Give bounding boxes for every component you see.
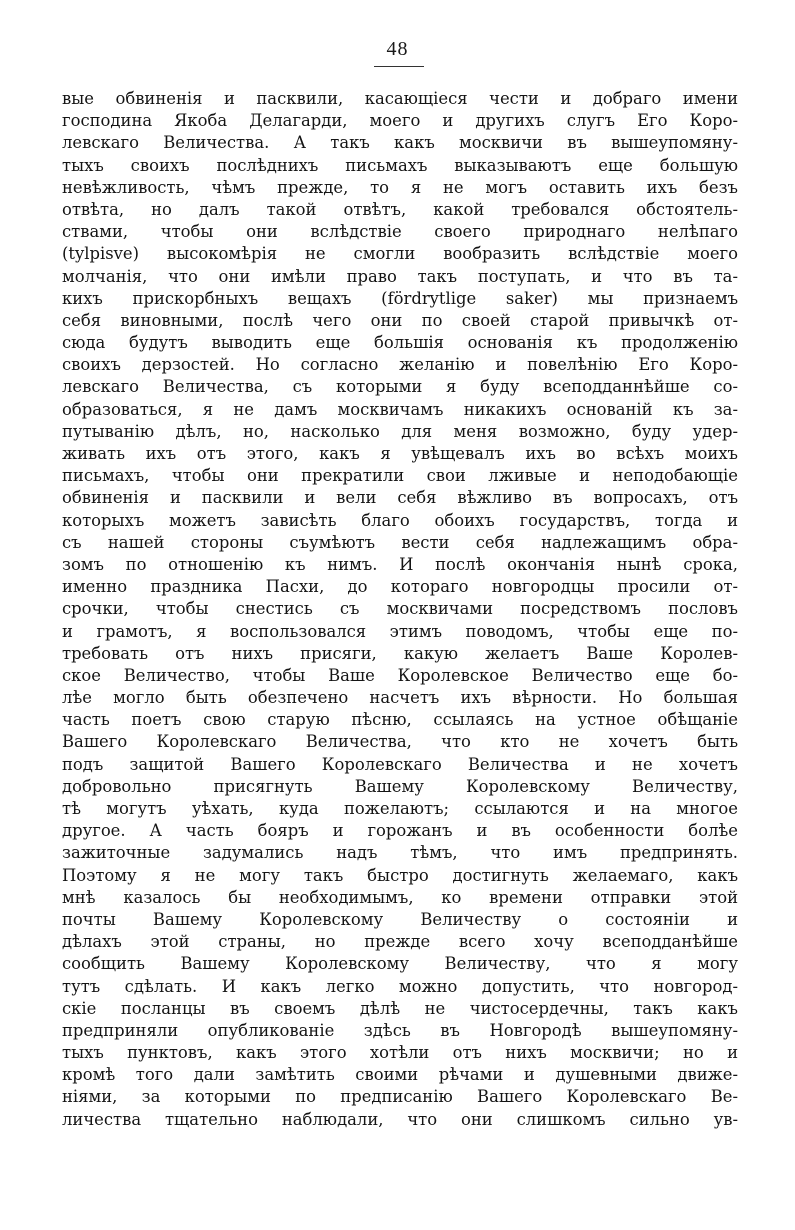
text-line: предприняли опубликованіе здѣсь въ Новгородѣ вышеупомяну- xyxy=(62,1020,738,1040)
text-line: которыхъ можетъ зависѣть благо обоихъ государствъ, тогда и xyxy=(62,510,738,530)
text-line: вые обвиненія и пасквили, касающіеся чести и добраго имени xyxy=(62,89,738,108)
text-line: зомъ по отношенію къ нимъ. И послѣ окончанія нынѣ срока, xyxy=(62,554,738,574)
text-line: тутъ сдѣлать. И какъ легко можно допустить, что новгород- xyxy=(62,976,738,996)
page-number-rule xyxy=(374,66,424,67)
text-line: другое. А часть бояръ и горожанъ и въ особенности болѣе xyxy=(62,821,738,841)
text-line: господина Якоба Делагарди, моего и другихъ слугъ Его Коро- xyxy=(62,111,738,131)
text-line: почты Вашему Королевскому Величеству о состояніи и xyxy=(62,909,738,929)
text-line: Поэтому я не могу такъ быстро достигнуть желаемаго, какъ xyxy=(62,865,738,885)
text-line: лѣе могло быть обезпечено насчетъ ихъ вѣрности. Но большая xyxy=(62,688,738,708)
text-line: именно праздника Пасхи, до котораго новгородцы просили от- xyxy=(62,577,738,597)
text-line: сообщить Вашему Королевскому Величеству, что я могу xyxy=(62,954,738,974)
text-line: путыванію дѣлъ, но, насколько для меня возможно, буду удер- xyxy=(62,421,738,441)
text-line: образоваться, я не дамъ москвичамъ никакихъ основаній къ за- xyxy=(62,399,738,419)
text-line: дѣлахъ этой страны, но прежде всего хочу всеподданѣйше xyxy=(62,932,738,952)
page-number: 48 xyxy=(386,38,409,60)
text-line: зажиточные задумались надъ тѣмъ, что имъ предпринять. xyxy=(62,843,738,863)
text-line: требовать отъ нихъ присяги, какую желаетъ Ваше Королев- xyxy=(62,643,738,663)
text-line: Вашего Королевскаго Величества, что кто не хочетъ быть xyxy=(62,732,738,752)
text-line: ніями, за которыми по предписанію Вашего Королевскаго Ве- xyxy=(62,1087,738,1107)
text-line: кромѣ того дали замѣтить своими рѣчами и душевными движе- xyxy=(62,1065,738,1085)
text-line: левскаго Величества. А такъ какъ москвичи въ вышеупомяну- xyxy=(62,133,738,153)
text-line: личества тщательно наблюдали, что они слишкомъ сильно ув- xyxy=(62,1109,738,1129)
text-line: мнѣ казалось бы необходимымъ, ко времени отправки этой xyxy=(62,887,738,907)
text-line: срочки, чтобы снестись съ москвичами посредствомъ пословъ xyxy=(62,599,738,619)
text-line: тыхъ пунктовъ, какъ этого хотѣли отъ нихъ москвичи; но и xyxy=(62,1043,738,1063)
text-line: невѣжливость, чѣмъ прежде, то я не могъ оставить ихъ безъ xyxy=(62,177,738,197)
text-line: ствами, чтобы они вслѣдствіе своего природнаго нелѣпаго xyxy=(62,222,738,242)
text-line: часть поетъ свою старую пѣсню, ссылаясь на устное обѣщаніе xyxy=(62,710,738,730)
text-line: тѣ могутъ уѣхать, куда пожелаютъ; ссылаются и на многое xyxy=(62,799,738,818)
text-line: молчанія, что они имѣли право такъ поступать, и что въ та- xyxy=(62,266,738,286)
text-line: кихъ прискорбныхъ вещахъ (fördrytlige saker) мы признаемъ xyxy=(62,288,738,308)
text-line: обвиненія и пасквили и вели себя вѣжливо въ вопросахъ, отъ xyxy=(62,488,738,508)
text-line: левскаго Величества, съ которыми я буду всеподданнѣйше со- xyxy=(62,377,738,397)
text-line: скіе посланцы въ своемъ дѣлѣ не чистосердечны, такъ какъ xyxy=(62,998,738,1018)
text-line: добровольно присягнуть Вашему Королевскому Величеству, xyxy=(62,776,738,796)
text-line: сюда будутъ выводить еще большія основанія къ продолженію xyxy=(62,333,738,353)
text-line: подъ защитой Вашего Королевскаго Величества и не хочетъ xyxy=(62,754,738,774)
text-line: живать ихъ отъ этого, какъ я увѣщевалъ ихъ во всѣхъ моихъ xyxy=(62,444,738,463)
body-text xyxy=(62,88,738,1131)
text-line: себя виновными, послѣ чего они по своей старой привычкѣ от- xyxy=(62,310,738,330)
text-line: тыхъ своихъ послѣднихъ письмахъ выказываютъ еще большую xyxy=(62,155,738,175)
text-line: своихъ дерзостей. Но согласно желанію и повелѣнію Его Коро- xyxy=(62,355,738,375)
text-line: письмахъ, чтобы они прекратили свои лживые и неподобающіе xyxy=(62,466,738,486)
text-line: и грамотъ, я воспользовался этимъ поводомъ, чтобы еще по- xyxy=(62,621,738,641)
text-line: ское Величество, чтобы Ваше Королевское Величество еще бо- xyxy=(62,665,738,685)
text-line: съ нашей стороны съумѣютъ вести себя надлежащимъ обра- xyxy=(62,532,738,552)
text-line: отвѣта, но далъ такой отвѣтъ, какой требовался обстоятель- xyxy=(62,199,738,219)
text-line: (tylpisve) высокомѣрія не смогли вообразить вслѣдствіе моего xyxy=(62,244,738,264)
